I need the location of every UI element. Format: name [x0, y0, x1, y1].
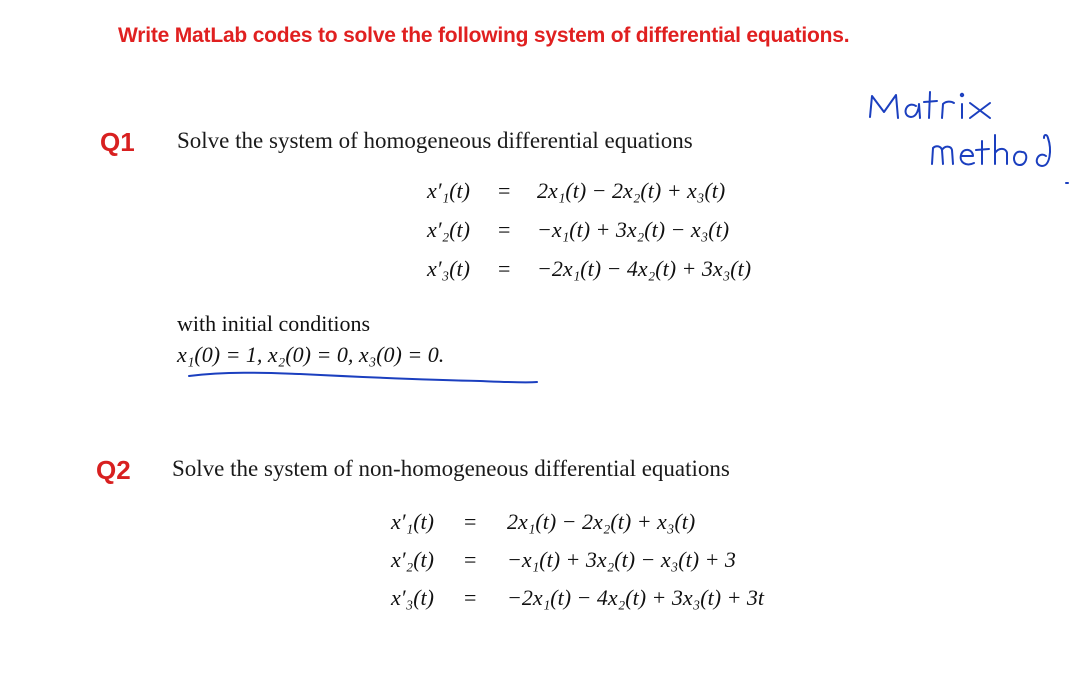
q1-eq1-rhs: 2x₁(t) − 2x₂(t) + x₃(t): [537, 178, 726, 203]
q2-eq1-equals: =: [464, 509, 477, 534]
q2-eq1-rhs: 2x₁(t) − 2x₂(t) + x₃(t): [507, 509, 696, 534]
initial-conditions-underline: [189, 373, 537, 383]
q2-intro: Solve the system of non-homogeneous differential equations: [172, 456, 730, 481]
q2-eq2-lhs: x′₂(t): [391, 547, 434, 572]
q2-label: Q2: [96, 455, 131, 485]
q1-eq2-lhs: x′₂(t): [427, 217, 470, 242]
q1-eq2-equals: =: [498, 217, 511, 242]
method-handwriting: [932, 135, 1068, 183]
q1-eq3-lhs: x′₃(t): [427, 256, 470, 281]
q2-eq3-rhs: −2x₁(t) − 4x₂(t) + 3x₃(t) + 3t: [507, 585, 765, 610]
q1-eq3-rhs: −2x₁(t) − 4x₂(t) + 3x₃(t): [537, 256, 752, 281]
q2-eq3-equals: =: [464, 585, 477, 610]
q2-eq1-lhs: x′₁(t): [391, 509, 434, 534]
q1-eq2-rhs: −x₁(t) + 3x₂(t) − x₃(t): [537, 217, 730, 242]
page-heading: Write MatLab codes to solve the following system of differential equations.: [118, 24, 850, 47]
q1-initial-label: with initial conditions: [177, 311, 371, 336]
q2-eq2-equals: =: [464, 547, 477, 572]
q1-eq3-equals: =: [498, 256, 511, 281]
q2-eq2-rhs: −x₁(t) + 3x₂(t) − x₃(t) + 3: [507, 547, 736, 572]
q1-eq1-equals: =: [498, 178, 511, 203]
q1-intro: Solve the system of homogeneous differential equations: [177, 128, 693, 153]
matrix-handwriting: [870, 92, 990, 118]
q2-eq3-lhs: x′₃(t): [391, 585, 434, 610]
q1-label: Q1: [100, 127, 135, 157]
q1-eq1-lhs: x′₁(t): [427, 178, 470, 203]
q1-initial-values: x₁(0) = 1, x₂(0) = 0, x₃(0) = 0.: [177, 342, 445, 367]
